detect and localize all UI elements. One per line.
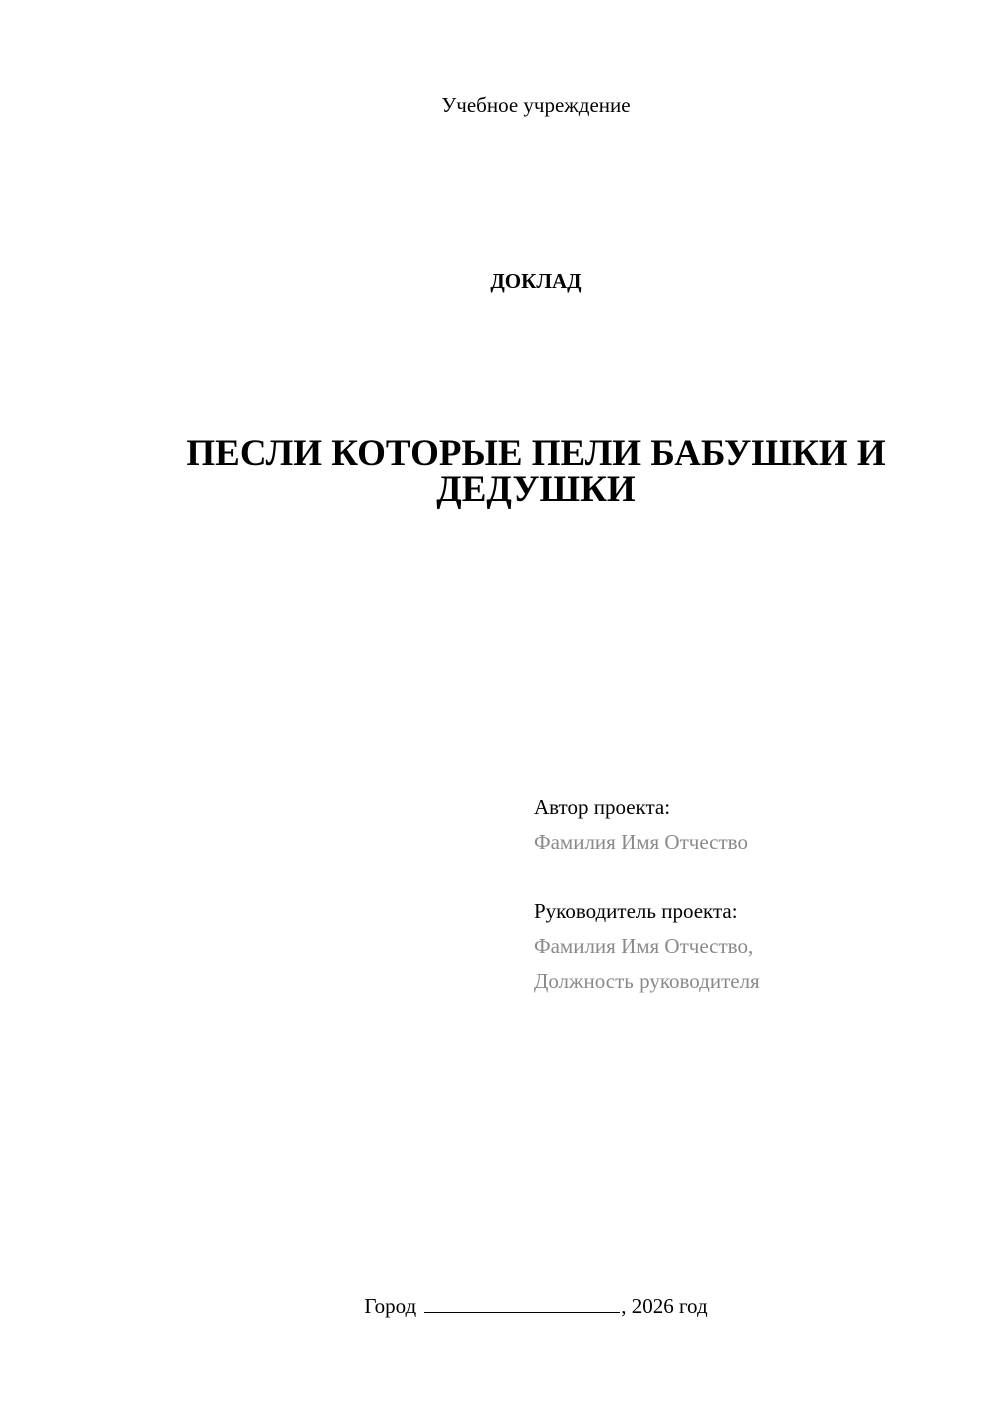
supervisor-name: Фамилия Имя Отчество, bbox=[534, 934, 754, 958]
supervisor-label: Руководитель проекта: bbox=[534, 899, 738, 923]
document-title: ПЕСЛИ КОТОРЫЕ ПЕЛИ БАБУШКИ И ДЕДУШКИ bbox=[186, 433, 886, 510]
city-year-line bbox=[0, 1292, 1000, 1319]
spacer bbox=[534, 860, 954, 894]
supervisor-position: Должность руководителя bbox=[534, 969, 760, 993]
city-label: Город bbox=[364, 1294, 417, 1318]
document-type: ДОКЛАД bbox=[490, 269, 582, 293]
year-text: , 2026 год bbox=[621, 1294, 708, 1318]
institution-name: Учебное учреждение bbox=[441, 93, 631, 117]
city-blank-line bbox=[424, 1292, 620, 1313]
author-label: Автор проекта: bbox=[534, 795, 671, 819]
author-name: Фамилия Имя Отчество bbox=[534, 830, 748, 854]
project-info-block bbox=[534, 790, 954, 999]
